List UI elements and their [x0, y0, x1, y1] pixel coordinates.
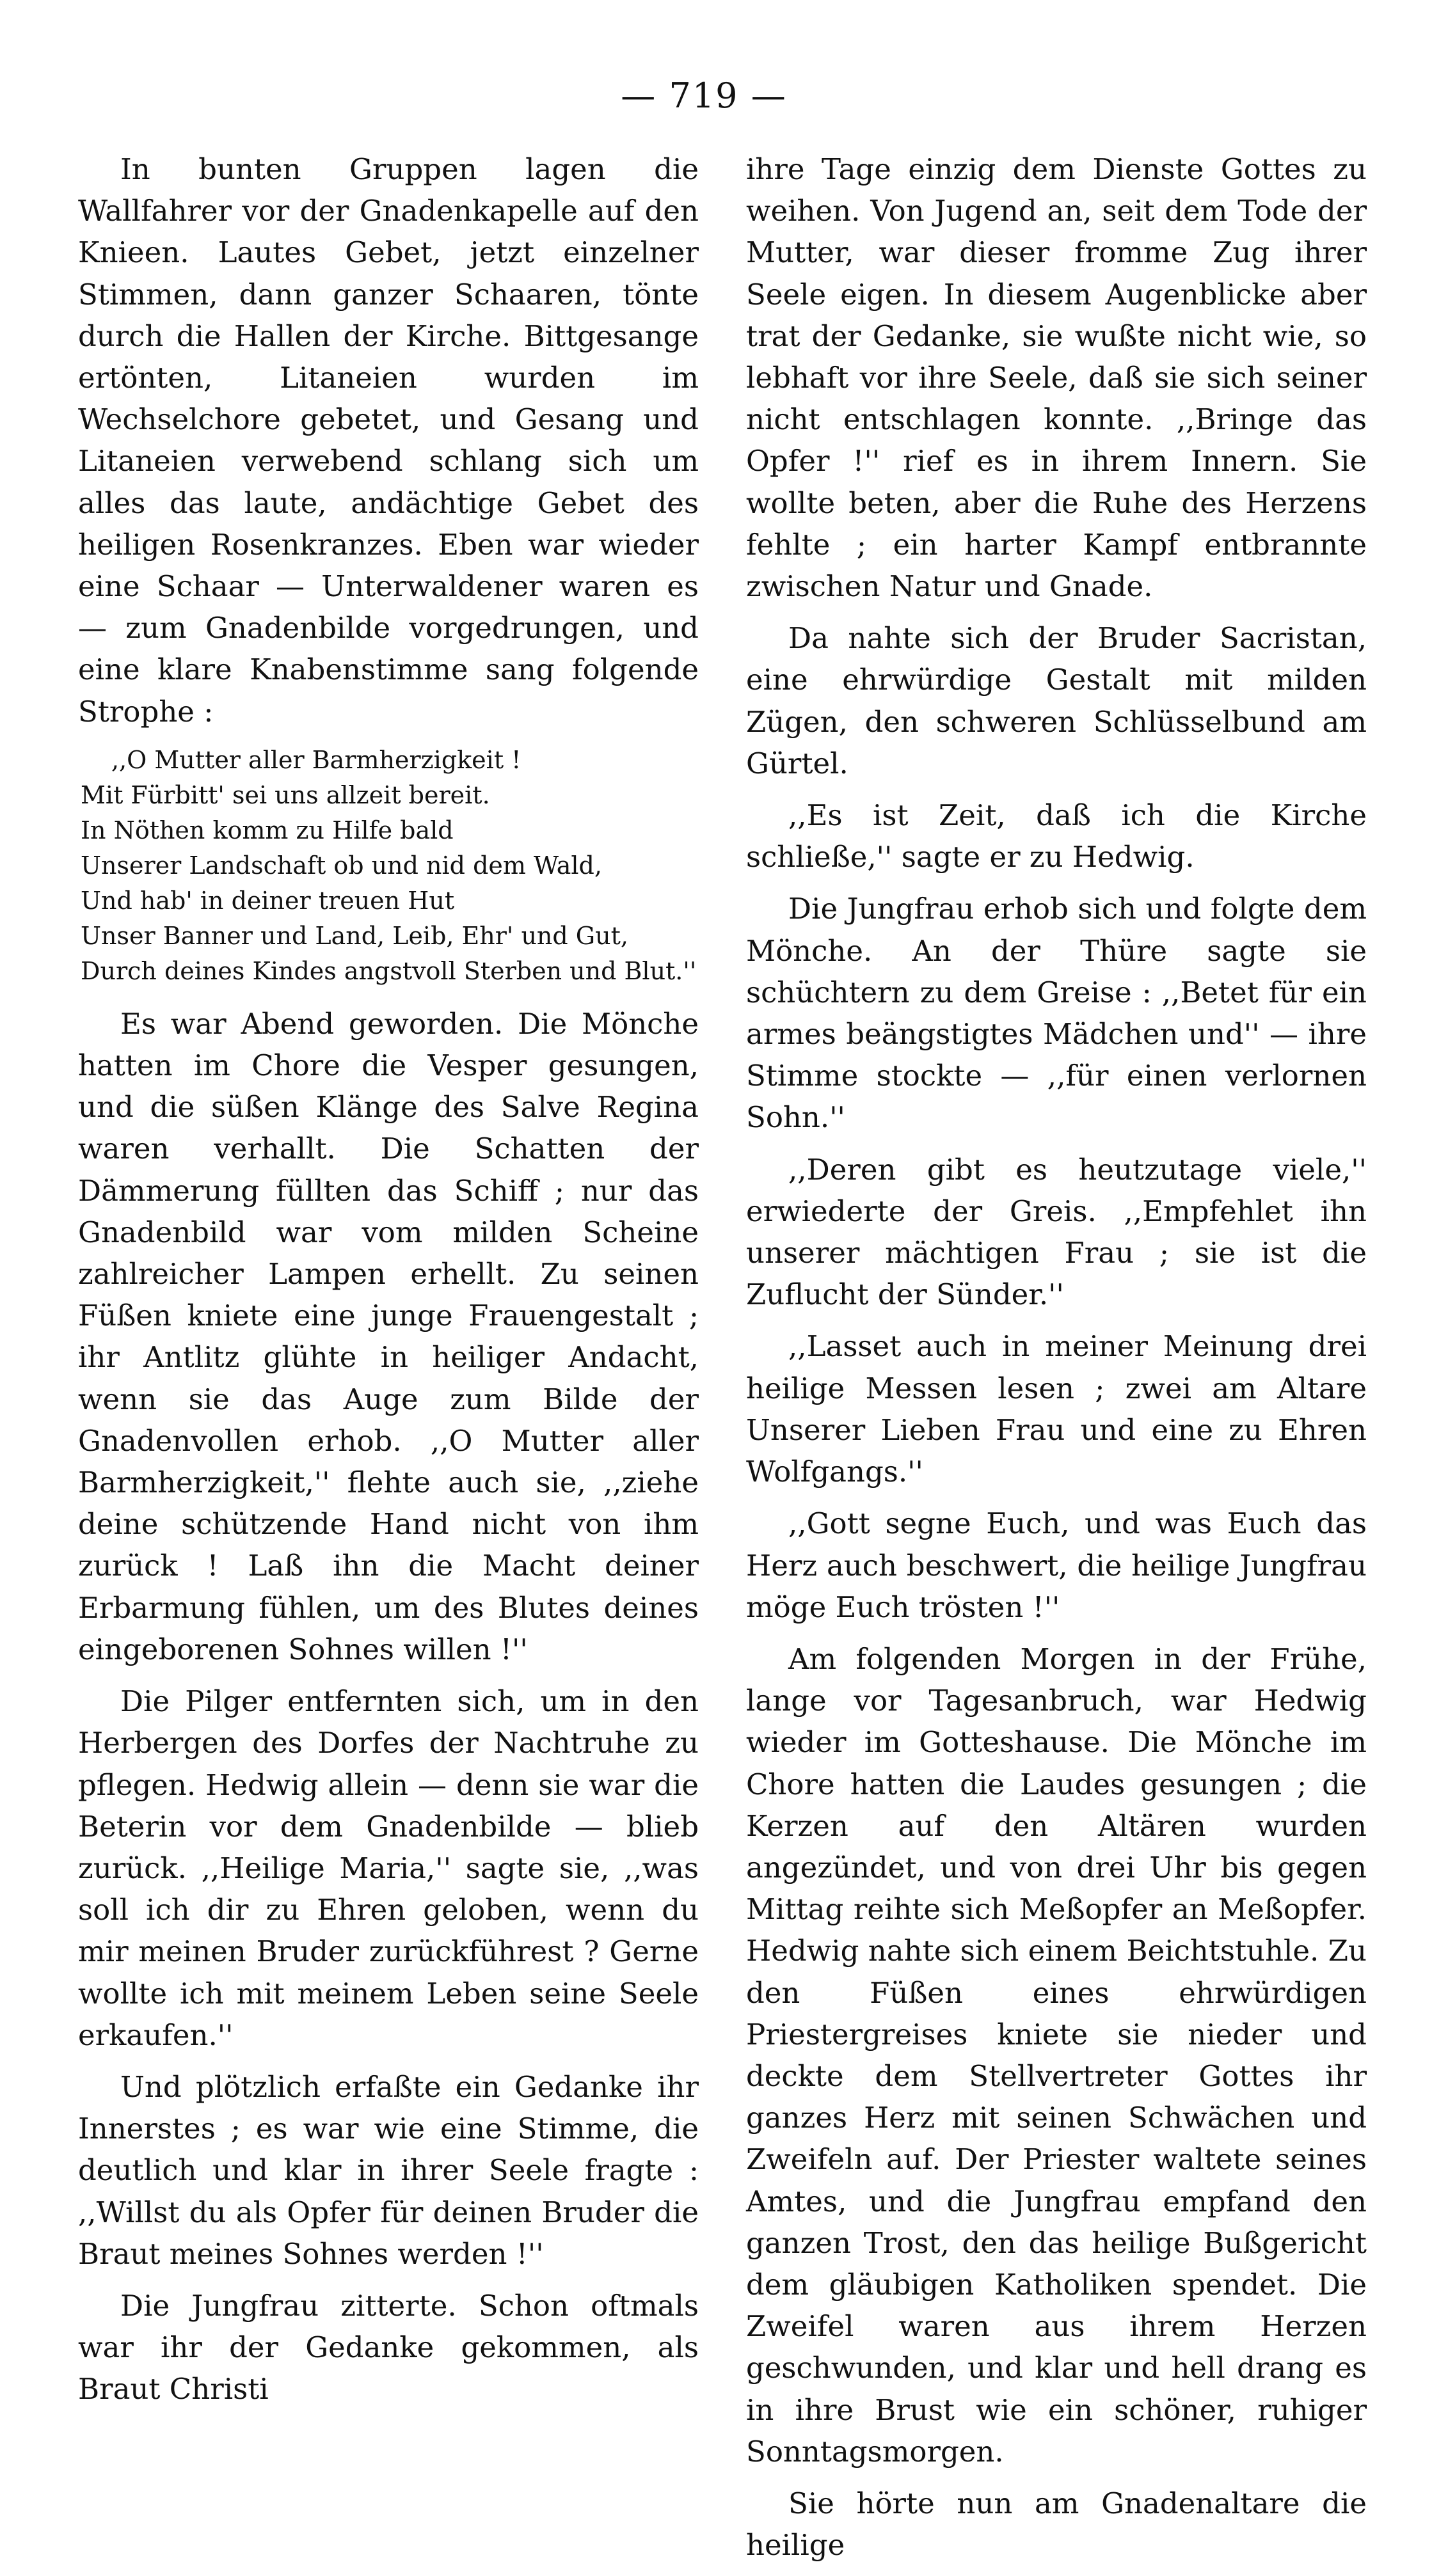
paragraph: Da nahte sich der Bruder Sacristan, eine ehrwürdige Gestalt mit milden Zügen, den schweren Schlüsselbund am Gürtel.: [746, 621, 1367, 780]
poem-stanza: [78, 743, 699, 989]
paragraph: ,,Deren gibt es heutzutage viele,'' erwiederte der Greis. ,,Empfehlet ihn unserer mächtigen Frau ; sie ist die Zuflucht der Sünder.'': [746, 1152, 1367, 1312]
poem-line: Unser Banner und Land, Leib, Ehr' und Gut,: [81, 921, 628, 950]
paragraph: Am folgenden Morgen in der Frühe, lange vor Tagesanbruch, war Hedwig wieder im Gotteshause. Die Mönche im Chore hatten die Laudes gesungen ; die Kerzen auf den Altären wurden angezündet, und von drei Uhr bis gegen Mittag reihte sich Meßopfer an Meßopfer. Hedwig nahte sich einem Beichtstuhle. Zu den Füßen eines ehrwürdigen Priestergreises kniete sie nieder und deckte dem Stellvertreter Gottes ihr ganzes Herz mit seinen Schwächen und Zweifeln auf. Der Priester waltete seines Amtes, und die Jungfrau empfand den ganzen Trost, den das heilige Bußgericht dem gläubigen Katholiken spendet. Die Zweifel waren aus ihrem Herzen geschwunden, und klar und hell drang es in ihre Brust wie ein schöner, ruhiger Sonntagsmorgen.: [746, 1641, 1367, 2469]
paragraph-continued: ihre Tage einzig dem Dienste Gottes zu weihen. Von Jugend an, seit dem Tode der Mutter, war dieser fromme Zug ihrer Seele eigen. In diesem Augenblicke aber trat der Gedanke, sie wußte nicht wie, so lebhaft vor ihre Seele, daß sie sich seiner nicht entschlagen konnte. ,,Bringe das Opfer !'' rief es in ihrem Innern. Sie wollte beten, aber die Ruhe des Herzens fehlte ; ein harter Kampf entbrannte zwischen Natur und Gnade.: [746, 152, 1367, 604]
poem-line: Mit Fürbitt' sei uns allzeit bereit.: [81, 780, 490, 809]
paragraph: ,,Lasset auch in meiner Meinung drei heilige Messen lesen ; zwei am Altare Unserer Lieben Frau und eine zu Ehren Wolfgangs.'': [746, 1329, 1367, 1489]
poem-line: ,,O Mutter aller Barmherzigkeit !: [111, 745, 521, 774]
paragraph: ,,Gott segne Euch, und was Euch das Herz auch beschwert, die heilige Jungfrau möge Euch trösten !'': [746, 1506, 1367, 1624]
poem-line: In Nöthen komm zu Hilfe bald: [81, 816, 454, 844]
poem-line: Und hab' in deiner treuen Hut: [81, 886, 455, 915]
paragraph: In bunten Gruppen lagen die Wallfahrer vor der Gnadenkapelle auf den Knieen. Lautes Gebet, jetzt einzelner Stimmen, dann ganzer Schaaren, tönte durch die Hallen der Kirche. Bittgesange ertönten, Litaneien wurden im Wechselchore gebetet, und Gesang und Litaneien verwebend schlang sich um alles das laute, andächtige Gebet des heiligen Rosenkranzes. Eben war wieder eine Schaar — Unterwaldener waren es — zum Gnadenbilde vorgedrungen, und eine klare Knabenstimme sang folgende Strophe :: [78, 152, 699, 729]
paragraph: Sie hörte nun am Gnadenaltare die heilige: [746, 2486, 1367, 2563]
paragraph: Die Pilger entfernten sich, um in den Herbergen des Dorfes der Nachtruhe zu pflegen. Hedwig allein — denn sie war die Beterin vor dem Gnadenbilde — blieb zurück. ,,Heilige Maria,'' sagte sie, ,,was soll ich dir zu Ehren geloben, wenn du mir meinen Bruder zurückführest ? Gerne wollte ich mit meinem Leben seine Seele erkaufen.'': [78, 1684, 699, 2052]
paragraph: Es war Abend geworden. Die Mönche hatten im Chore die Vesper gesungen, und die süßen Klänge des Salve Regina waren verhallt. Die Schatten der Dämmerung füllten das Schiff ; nur das Gnadenbild war vom milden Scheine zahlreicher Lampen erhellt. Zu seinen Füßen kniete eine junge Frauengestalt ; ihr Antlitz glühte in heiliger Andacht, wenn sie das Auge zum Bilde der Gnadenvollen erhob. ,,O Mutter aller Barmherzigkeit,'' flehte auch sie, ,,ziehe deine schützende Hand nicht von ihm zurück ! Laß ihn die Macht deiner Erbarmung fühlen, um des Blutes deines eingeborenen Sohnes willen !'': [78, 1006, 699, 1666]
poem-line: Unserer Landschaft ob und nid dem Wald,: [81, 851, 602, 880]
page-number: — 719 —: [621, 75, 787, 116]
paragraph: Die Jungfrau erhob sich und folgte dem Mönche. An der Thüre sagte sie schüchtern zu dem Greise : ,,Betet für ein armes beängstigtes Mädchen und'' — ihre Stimme stockte — ,,für einen verlornen Sohn.'': [746, 892, 1367, 1135]
paragraph: Und plötzlich erfaßte ein Gedanke ihr Innerstes ; es war wie eine Stimme, die deutlich und klar in ihrer Seele fragte : ,,Willst du als Opfer für deinen Bruder die Braut meines Sohnes werden !'': [78, 2069, 699, 2271]
paragraph: ,,Es ist Zeit, daß ich die Kirche schließe,'' sagte er zu Hedwig.: [746, 798, 1367, 874]
right-column: [746, 148, 1367, 2576]
poem-line: Durch deines Kindes angstvoll Sterben und Blut.'': [81, 956, 697, 985]
left-column: [78, 148, 699, 2421]
paragraph: Die Jungfrau zitterte. Schon oftmals war ihr der Gedanke gekommen, als Braut Christi: [78, 2288, 699, 2406]
